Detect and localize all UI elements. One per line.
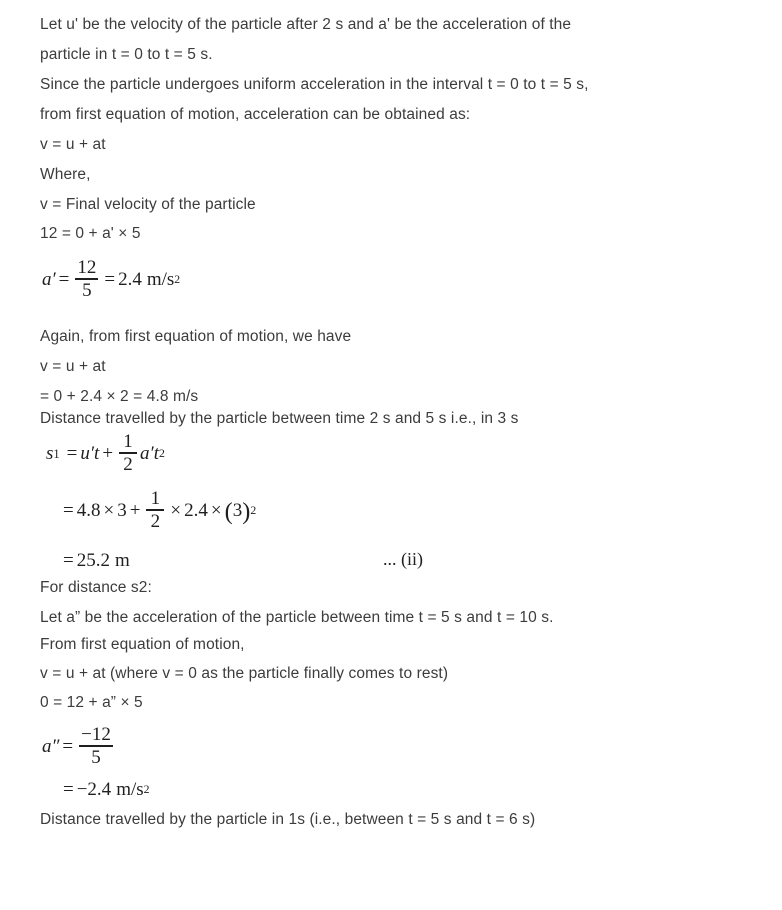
eq3-times-3: × — [210, 500, 222, 521]
eq3-denominator: 2 — [150, 510, 161, 532]
eq5-lhs-prime: ″ — [51, 736, 60, 757]
eq2-plus: + — [102, 443, 114, 464]
equation-acceleration-a-prime: a ′ = $\frac{12}{5}$ = 2.4 m/s 2 — [42, 256, 181, 301]
text-line-3: Since the particle undergoes uniform acceleration in the interval t = 0 to t = 5 s, — [40, 76, 589, 93]
eq3-plus: + — [129, 500, 141, 521]
eq5-denominator: 5 — [91, 746, 101, 768]
eq3-value-3: 2.4 — [184, 500, 208, 521]
text-line-1: Let u' be the velocity of the particle after 2 s and a' be the acceleration of the — [40, 16, 572, 33]
eq2-term1-t: t — [94, 443, 100, 464]
eq3-times-2: × — [170, 500, 182, 521]
eq3-numerator: 1 — [150, 487, 161, 509]
eq2-term1-prime: ′ — [89, 443, 95, 464]
equation-reference-ii: ... (ii) — [383, 549, 423, 569]
eq1-equals-2: = — [104, 269, 116, 290]
text-line-9: Again, from first equation of motion, we have — [40, 328, 352, 345]
eq3-fraction — [146, 489, 164, 532]
eq1-lhs-prime: ′ — [51, 269, 56, 290]
text-line-17: 0 = 12 + a” × 5 — [40, 694, 143, 711]
eq2-term2-t: t — [153, 443, 159, 464]
eq5-fraction — [79, 725, 113, 768]
eq5-lhs: a — [42, 736, 52, 757]
text-line-15: From first equation of motion, — [40, 636, 245, 653]
eq2-lhs: s — [46, 443, 54, 464]
text-line-11: = 0 + 2.4 × 2 = 4.8 m/s — [40, 388, 199, 405]
equation-acceleration-a-double-prime — [42, 722, 116, 772]
eq3-value-2: 3 — [117, 500, 127, 521]
text-line-7: v = Final velocity of the particle — [40, 196, 256, 213]
eq3-value-1: 4.8 — [76, 500, 101, 521]
eq2-term2-var: a — [140, 443, 150, 464]
eq4-unit: m — [114, 550, 130, 571]
eq3-paren-open: ( — [224, 498, 233, 526]
eq4-equals: = — [63, 550, 74, 571]
eq6-value: −2.4 — [76, 779, 112, 800]
eq1-unit: m/s — [146, 269, 175, 290]
eq2-equals: = — [66, 443, 78, 464]
eq4-value: 25.2 — [76, 550, 110, 571]
eq1-lhs: a — [42, 269, 52, 290]
eq1-equals-1: = — [58, 269, 70, 290]
equation-acceleration-a-double-prime-result: = −2.4 m/s 2 — [63, 779, 150, 800]
eq2-numerator: 1 — [123, 430, 133, 452]
text-line-5: v = u + at — [40, 136, 106, 153]
eq5-equals: = — [62, 736, 74, 757]
text-line-2: particle in t = 0 to t = 5 s. — [40, 46, 213, 63]
equation-distance-s1-substituted: = 4.8 × 3 + $\frac{1}{2}$ × 2.4 × ( 3 ) 2 — [63, 487, 257, 532]
eq2-denominator: 2 — [123, 453, 133, 475]
eq3-times-1: × — [103, 500, 115, 521]
text-line-14: Let a” be the acceleration of the particle between time t = 5 s and t = 10 s. — [40, 609, 554, 626]
eq2-term2-prime: ′ — [149, 443, 154, 464]
text-line-10: v = u + at — [40, 358, 106, 375]
eq1-denominator: 5 — [82, 279, 92, 301]
text-line-16: v = u + at (where v = 0 as the particle finally comes to rest) — [40, 665, 449, 682]
eq1-result: 2.4 — [118, 269, 142, 290]
equation-distance-s1-result — [60, 548, 130, 574]
eq3-equals: = — [63, 500, 74, 521]
eq2-fraction — [119, 432, 137, 475]
eq3-paren-close: ) — [242, 498, 251, 526]
text-line-13: For distance s2: — [40, 579, 152, 596]
eq1-fraction — [75, 258, 98, 301]
text-line-18: Distance travelled by the particle in 1s (i.e., between t = 5 s and t = 6 s) — [40, 811, 536, 828]
text-line-12: Distance travelled by the particle between time 2 s and 5 s i.e., in 3 s — [40, 410, 519, 427]
text-line-6: Where, — [40, 166, 91, 183]
eq3-value-4: 3 — [232, 500, 243, 521]
eq5-numerator: −12 — [81, 723, 111, 745]
eq1-numerator: 12 — [77, 256, 97, 278]
equation-distance-s1: s 1 = u ′ t + $\frac{1}{2}$ a ′ t 2 — [46, 430, 165, 475]
eq6-equals: = — [63, 779, 74, 800]
text-line-4: from first equation of motion, acceleration can be obtained as: — [40, 106, 471, 123]
eq2-term1-var: u — [80, 443, 90, 464]
eq6-unit: m/s — [116, 779, 144, 800]
text-line-8: 12 = 0 + a' × 5 — [40, 225, 141, 242]
